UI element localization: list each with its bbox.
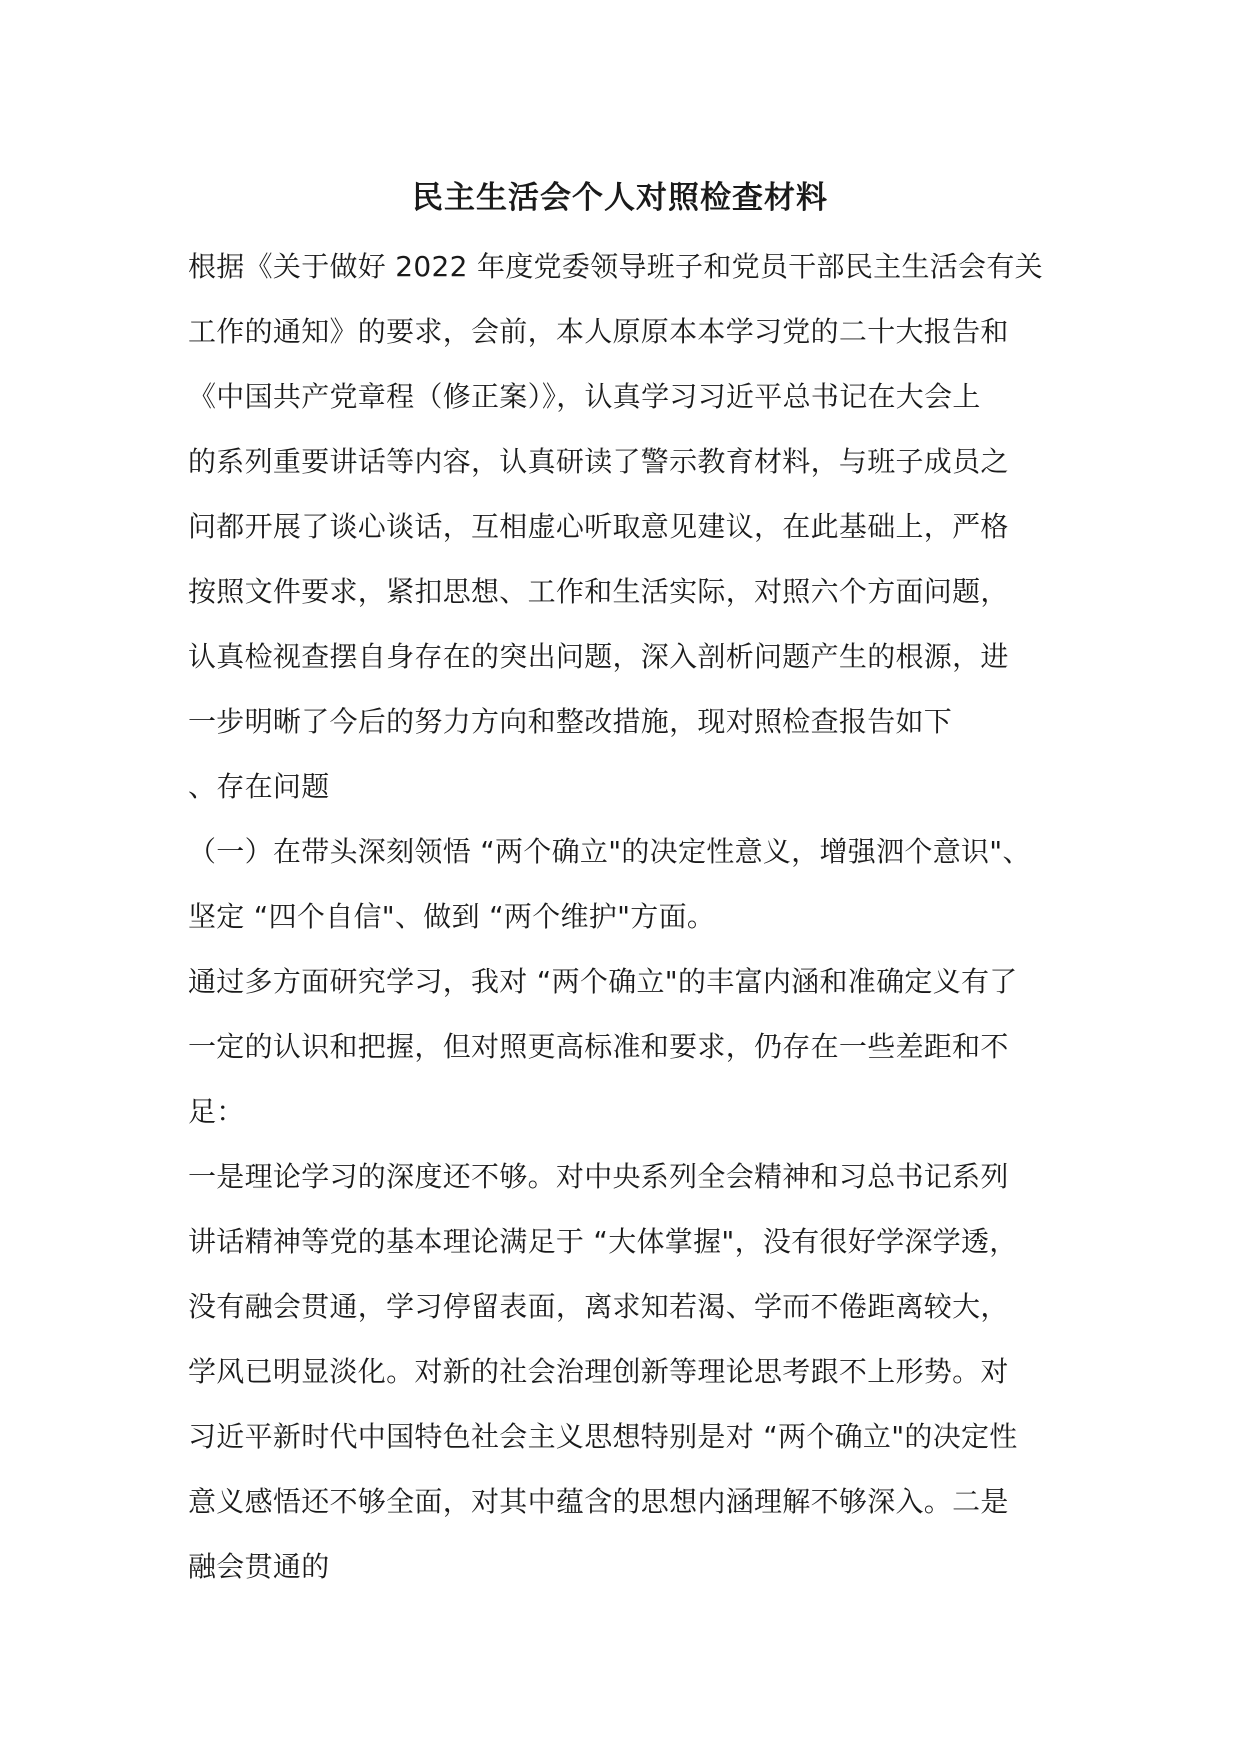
section-heading: 、存在问题 (188, 770, 330, 803)
text-line: 按照文件要求，紧扣思想、工作和生活实际，对照六个方面问题， (188, 575, 1009, 608)
text-line: 的系列重要讲话等内容，认真研读了警示教育材料，与班子成员之 (188, 445, 1009, 478)
text-line: 融会贯通的 (188, 1550, 330, 1583)
text-line: 一定的认识和把握，但对照更高标准和要求，仍存在一些差距和不 (188, 1030, 1009, 1063)
text-line: 没有融会贯通，学习停留表面，离求知若渴、学而不倦距离较大， (188, 1290, 1009, 1323)
text-line: 《中国共产党章程（修正案）》，认真学习习近平总书记在大会上 (188, 380, 981, 413)
text-line: 一是理论学习的深度还不够。对中央系列全会精神和习总书记系列 (188, 1160, 1009, 1193)
subsection-heading: （一）在带头深刻领悟 “两个确立"的决定性意义，增强泗个意识"、 (188, 835, 1031, 868)
document-body (188, 234, 1068, 1599)
document-title: 民主生活会个人对照检查材料 (412, 180, 828, 216)
text-line: 意义感悟还不够全面，对其中蕴含的思想内涵理解不够深入。二是 (188, 1485, 1009, 1518)
text-line: 通过多方面研究学习，我对 “两个确立"的丰富内涵和准确定义有了 (188, 965, 1018, 998)
text-line: 学风已明显淡化。对新的社会治理创新等理论思考跟不上形势。对 (188, 1355, 1009, 1388)
text-line: 讲话精神等党的基本理论满足于 “大体掌握"，没有很好学深学透， (188, 1225, 1018, 1258)
text-line: 问都开展了谈心谈话，互相虚心听取意见建议，在此基础上，严格 (188, 510, 1009, 543)
text-line: 一步明晰了今后的努力方向和整改措施，现对照检查报告如下 (188, 705, 953, 738)
text-line: 习近平新时代中国特色社会主义思想特别是对 “两个确立"的决定性 (188, 1420, 1018, 1453)
text-line: 工作的通知》的要求，会前，本人原原本本学习党的二十大报告和 (188, 315, 1009, 348)
text-line: 认真检视查摆自身存在的突出问题，深入剖析问题产生的根源，进 (188, 640, 1009, 673)
subsection-heading-cont: 坚定 “四个自信"、做到 “两个维护"方面。 (188, 900, 716, 933)
text-line: 根据《关于做好 2022 年度党委领导班子和党员干部民主生活会有关 (188, 250, 1043, 283)
text-line: 足： (188, 1095, 245, 1128)
